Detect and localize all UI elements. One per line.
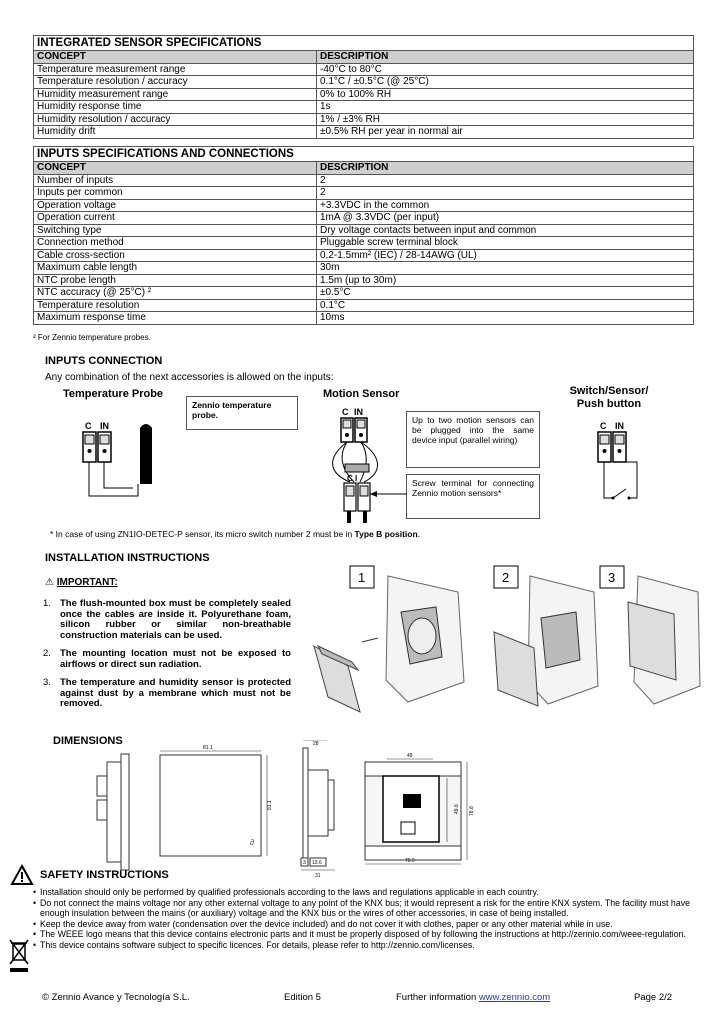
table-row (34, 174, 694, 187)
motion-sensor-diagram (320, 404, 410, 526)
table-row (34, 187, 694, 200)
figure-label-1: 1 (358, 570, 366, 585)
footer-further-info (396, 992, 550, 1003)
switch-diagram (593, 418, 653, 504)
concept-cell: Maximum response time (34, 312, 317, 325)
concept-cell: NTC probe length (34, 274, 317, 287)
concept-cell: Operation voltage (34, 199, 317, 212)
figure-label-3: 3 (608, 570, 616, 585)
footer-company: © Zennio Avance y Tecnología S.L. (42, 992, 190, 1003)
concept-cell: Connection method (34, 237, 317, 250)
description-cell: Pluggable screw terminal block (317, 237, 694, 250)
terminal-in-label: IN (100, 421, 109, 431)
sensor-logo-icon: ∂ (250, 838, 254, 847)
column-header-description: DESCRIPTION (317, 162, 694, 175)
description-cell: 0.1°C / ±0.5°C (@ 25°C) (317, 76, 694, 89)
column-header-description: DESCRIPTION (317, 51, 694, 64)
temperature-probe-diagram (78, 418, 188, 504)
front-height-label: 81.1 (267, 800, 273, 810)
safety-heading: SAFETY INSTRUCTIONS (40, 869, 169, 881)
table-row (34, 287, 694, 300)
back-bottom-label: 76.5 (405, 858, 415, 864)
concept-cell: Cable cross-section (34, 249, 317, 262)
table-row (34, 249, 694, 262)
step-number: 3. (43, 677, 51, 688)
safety-list (33, 887, 690, 950)
sensor-spec-table (33, 35, 694, 139)
concept-cell: Temperature resolution (34, 299, 317, 312)
probe-body-icon (140, 424, 152, 484)
table-row (34, 299, 694, 312)
step-number: 2. (43, 648, 51, 659)
terminal-c-label: C (600, 421, 607, 431)
footer-edition: Edition 5 (284, 992, 321, 1003)
inputs-spec-table (33, 146, 694, 325)
front-view (160, 755, 261, 856)
temperature-probe-title: Temperature Probe (63, 388, 164, 400)
description-cell: 2 (317, 174, 694, 187)
concept-cell: Humidity response time (34, 101, 317, 114)
installation-step (43, 649, 291, 670)
table-row (34, 212, 694, 225)
terminal-ci-label: C I (347, 474, 358, 483)
terminal-in-label: IN (615, 421, 624, 431)
figure-label-2: 2 (502, 570, 510, 585)
description-cell: 0.1°C (317, 299, 694, 312)
inputs-connection-intro: Any combination of the next accessories is allowed on the inputs: (45, 372, 334, 383)
terminal-c-label: C (342, 407, 349, 417)
description-cell: +3.3VDC in the common (317, 199, 694, 212)
concept-cell: Humidity drift (34, 126, 317, 139)
step-text: The mounting location must not be exposed to airflows or direct sun radiation. (60, 648, 291, 670)
concept-cell: Temperature measurement range (34, 63, 317, 76)
footer-further-text: Further information (396, 992, 479, 1003)
motion-sensor-callout-parallel: Up to two motion sensors can be plugged into the same device input (parallel wiring) (406, 411, 540, 468)
step-text: The temperature and humidity sensor is protected against dust by a membrane which must not be removed. (60, 677, 291, 709)
description-cell: 2 (317, 187, 694, 200)
concept-cell: Humidity measurement range (34, 88, 317, 101)
concept-cell: Operation current (34, 212, 317, 225)
description-cell: 10ms (317, 312, 694, 325)
front-width-label: 81.1 (203, 745, 213, 751)
table-row (34, 312, 694, 325)
switch-title-line-2: Push button (576, 398, 642, 410)
description-cell: 30m (317, 262, 694, 275)
switch-title-line-1: Switch/Sensor/ (569, 385, 649, 397)
table-row (34, 113, 694, 126)
column-header-concept: CONCEPT (34, 51, 317, 64)
table-row (34, 63, 694, 76)
temperature-probe-callout: Zennio temperature probe. (186, 396, 298, 430)
description-cell: -40°C to 80°C (317, 63, 694, 76)
table-row (34, 237, 694, 250)
terminal-in-label: IN (354, 407, 363, 417)
table-row (34, 88, 694, 101)
table-row (34, 199, 694, 212)
description-cell: 1% / ±3% RH (317, 113, 694, 126)
footnote-bold: Type B position (354, 529, 418, 539)
table-row (34, 274, 694, 287)
description-cell: 1.5m (up to 30m) (317, 274, 694, 287)
side-b1-label: 3 (303, 860, 306, 866)
table-row (34, 262, 694, 275)
inputs-connection-footnote (50, 529, 420, 539)
description-cell: 0% to 100% RH (317, 88, 694, 101)
table-footnote: ² For Zennio temperature probes. (33, 333, 151, 342)
table-row (34, 101, 694, 114)
back-width-label: 49.6 (454, 804, 460, 814)
weee-bin-icon (8, 938, 30, 974)
concept-cell: Maximum cable length (34, 262, 317, 275)
description-cell: ±0.5°C (317, 287, 694, 300)
concept-cell: Humidity resolution / accuracy (34, 113, 317, 126)
important-label (45, 577, 118, 588)
table-row (34, 126, 694, 139)
inputs-connection-heading: INPUTS CONNECTION (45, 355, 163, 367)
description-cell: 1mA @ 3.3VDC (per input) (317, 212, 694, 225)
motion-sensor-title: Motion Sensor (323, 388, 400, 400)
installation-steps (43, 599, 291, 718)
footnote-end: . (417, 529, 421, 539)
safety-item: • Keep the device away from water (condensation over the device included) and do not cover it with clothes, paper or any other material while in use. (33, 919, 690, 930)
warning-triangle-icon (10, 864, 34, 886)
website-link[interactable]: www.zennio.com (478, 992, 551, 1003)
safety-item: • Do not connect the mains voltage nor any other external voltage to any point of the KNX bus; it would represent a risk for the entire KNX system. The facility must have enough insulation between the mains (or auxiliary) voltage and the KNX bus or the wires of other accessories, in case of being installed. (33, 898, 690, 919)
installation-heading: INSTALLATION INSTRUCTIONS (45, 552, 210, 564)
description-cell: ±0.5% RH per year in normal air (317, 126, 694, 139)
table-row (34, 224, 694, 237)
safety-item: • This device contains software subject to specific licences. For details, please refer to http://zennio.com/licenses. (33, 940, 690, 951)
concept-cell: Inputs per common (34, 187, 317, 200)
terminal-c-label: C (85, 421, 92, 431)
motion-sensor-callout-terminal: Screw terminal for connecting Zennio motion sensors* (406, 474, 540, 519)
switch-sensor-title (560, 385, 658, 411)
safety-item: • The WEEE logo means that this device contains electronic parts and it must be properly disposed of by following the instructions at http://zennio.com/weee-regulation. (33, 929, 690, 940)
description-cell: Dry voltage contacts between input and common (317, 224, 694, 237)
step-number: 1. (43, 598, 51, 609)
table-title: INTEGRATED SENSOR SPECIFICATIONS (34, 36, 694, 51)
side-b2-label: 13.6 (312, 860, 322, 866)
installation-step (43, 678, 291, 710)
description-cell: 0.2-1.5mm² (IEC) / 28-14AWG (UL) (317, 249, 694, 262)
warning-icon: ⚠ (45, 577, 54, 588)
concept-cell: Switching type (34, 224, 317, 237)
step-text: The flush-mounted box must be completely sealed once the cables are inside it. Polyurethane foam, silicon rubber or similar non-breathable construction materials can be used. (60, 598, 291, 641)
footnote-text: * In case of using ZN1IO-DETEC-P sensor, its micro switch number 2 must be in (50, 529, 355, 539)
table-title: INPUTS SPECIFICATIONS AND CONNECTIONS (34, 147, 694, 162)
side-total-label: 31 (315, 873, 321, 879)
table-row (34, 76, 694, 89)
dimensions-heading: DIMENSIONS (53, 735, 123, 747)
safety-item: • Installation should only be performed by qualified professionals according to the laws and regulations applicable in each country. (33, 887, 690, 898)
installation-step (43, 599, 291, 641)
dimensions-drawings (95, 740, 475, 880)
concept-cell: Temperature resolution / accuracy (34, 76, 317, 89)
concept-cell: Number of inputs (34, 174, 317, 187)
installation-figures (308, 562, 703, 732)
column-header-concept: CONCEPT (34, 162, 317, 175)
footer-page: Page 2/2 (634, 992, 673, 1003)
important-text: IMPORTANT: (56, 577, 118, 588)
back-top-label: 49 (407, 753, 413, 759)
concept-cell: NTC accuracy (@ 25°C) ² (34, 287, 317, 300)
description-cell: 1s (317, 101, 694, 114)
back-height-label: 78.8 (469, 806, 475, 816)
side-top-label: 28 (313, 741, 319, 747)
